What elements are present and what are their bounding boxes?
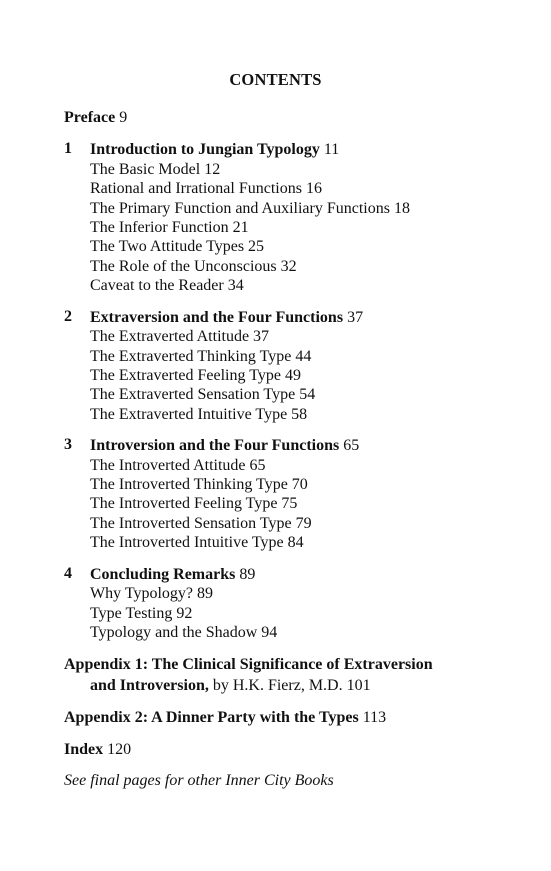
section-entry: The Introverted Thinking Type 70: [90, 476, 308, 493]
chapter-number: 2: [64, 308, 72, 325]
chapter-heading: [90, 436, 359, 456]
entry-label: Index: [64, 741, 104, 758]
section-entry: The Introverted Sensation Type 79: [90, 515, 312, 532]
entry-page: 120: [107, 741, 132, 758]
section-entry: The Extraverted Sensation Type 54: [90, 386, 316, 403]
section-entry: The Primary Function and Auxiliary Functions 18: [90, 200, 410, 217]
section-entry: Caveat to the Reader 34: [90, 277, 244, 294]
section-entry: The Role of the Unconscious 32: [90, 258, 297, 275]
chapter-heading: [90, 308, 363, 328]
section-entry: The Introverted Feeling Type 75: [90, 495, 298, 512]
section-entry: The Basic Model 12: [90, 161, 221, 178]
entry-page: 113: [362, 709, 387, 726]
page-title: CONTENTS: [229, 70, 322, 89]
toc-entry-preface: [64, 108, 127, 128]
section-entry: The Introverted Attitude 65: [90, 457, 266, 474]
entry-label: Preface: [64, 109, 116, 126]
section-entry: The Introverted Intuitive Type 84: [90, 534, 304, 551]
chapter-title: Concluding Remarks: [90, 566, 236, 583]
chapter-number: 3: [64, 436, 72, 453]
section-entry: The Inferior Function 21: [90, 219, 249, 236]
toc-entry-index: [64, 740, 131, 760]
chapter-page: 89: [239, 566, 256, 583]
chapter-number: 1: [64, 140, 72, 157]
appendix-1-author-page: by H.K. Fierz, M.D. 101: [208, 677, 371, 694]
section-entry: Rational and Irrational Functions 16: [90, 180, 322, 197]
toc-entry-appendix-2: [64, 708, 386, 728]
chapter-page: 37: [347, 309, 364, 326]
appendix-1-subtitle: [90, 676, 371, 696]
chapter-heading: [90, 565, 255, 585]
section-entry: The Extraverted Intuitive Type 58: [90, 406, 308, 423]
entry-label: Appendix 2: A Dinner Party with the Types: [64, 709, 359, 726]
section-entry: Type Testing 92: [90, 605, 193, 622]
chapter-title: Introversion and the Four Functions: [90, 437, 340, 454]
chapter-page: 11: [323, 141, 340, 158]
footer-note: See final pages for other Inner City Books: [64, 772, 334, 789]
section-entry: Why Typology? 89: [90, 585, 214, 602]
appendix-1-title-cont: and Introversion,: [90, 677, 209, 694]
section-entry: The Extraverted Feeling Type 49: [90, 367, 301, 384]
section-entry: The Extraverted Attitude 37: [90, 328, 270, 345]
section-entry: The Extraverted Thinking Type 44: [90, 348, 312, 365]
entry-page: 9: [119, 109, 128, 126]
chapter-number: 4: [64, 565, 72, 582]
chapter-heading: [90, 140, 339, 160]
chapter-page: 65: [343, 437, 360, 454]
chapter-title: Introduction to Jungian Typology: [90, 141, 320, 158]
section-entry: Typology and the Shadow 94: [90, 624, 278, 641]
appendix-1-title: Appendix 1: The Clinical Significance of Extraversion: [64, 656, 433, 673]
chapter-title: Extraversion and the Four Functions: [90, 309, 344, 326]
section-entry: The Two Attitude Types 25: [90, 238, 265, 255]
